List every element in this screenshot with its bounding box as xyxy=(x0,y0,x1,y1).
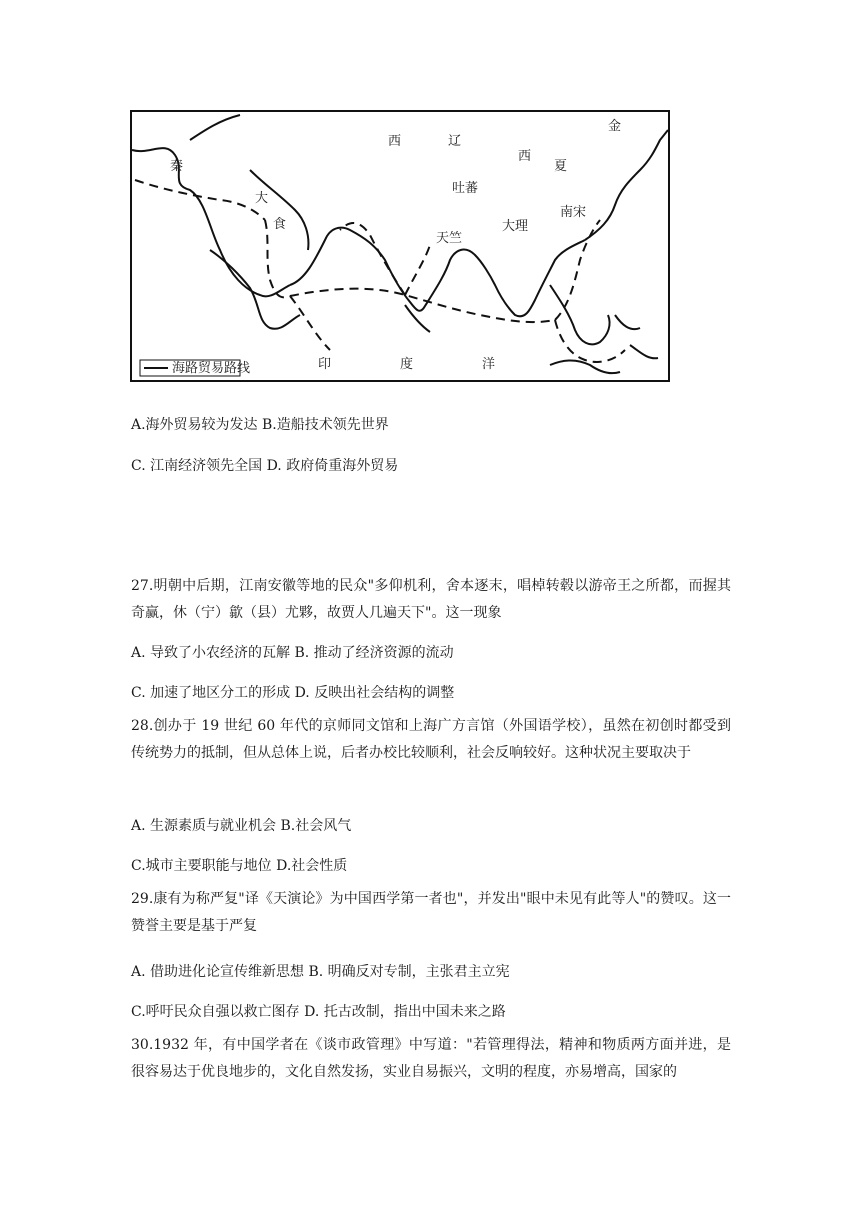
label-tubo: 吐蕃 xyxy=(452,181,479,196)
label-jin: 金 xyxy=(608,119,622,134)
label-dali: 大理 xyxy=(502,219,529,234)
q29-options-line1: A. 借助进化论宣传维新思想 B. 明确反对专制，主张君主立宪 xyxy=(131,964,510,980)
map-legend xyxy=(140,360,250,376)
label-xi-xia-1: 西 xyxy=(518,149,532,164)
label-yin: 印 xyxy=(318,357,332,372)
q27-options-line2: C. 加速了地区分工的形成 D. 反映出社会结构的调整 xyxy=(131,685,455,701)
q29-options-line2: C.呼吁民众自强以救亡图存 D. 托古改制，指出中国未来之路 xyxy=(131,1004,506,1020)
q26-options-line1: A.海外贸易较为发达 B.造船技术领先世界 xyxy=(131,417,389,433)
label-da: 大 xyxy=(255,191,269,206)
label-xia: 夏 xyxy=(554,159,568,174)
q28-options-line2: C.城市主要职能与地位 D.社会性质 xyxy=(131,858,348,874)
map-figure xyxy=(130,110,670,382)
label-shi: 食 xyxy=(273,217,287,232)
label-liao: 辽 xyxy=(448,134,462,149)
q26-options-line2: C. 江南经济领先全国 D. 政府倚重海外贸易 xyxy=(131,458,399,474)
map-border xyxy=(131,111,669,381)
label-du: 度 xyxy=(400,357,414,372)
label-yang: 洋 xyxy=(482,357,496,372)
label-xi-liao-1: 西 xyxy=(388,134,402,149)
label-tianzhu: 天竺 xyxy=(436,231,463,246)
label-nansong: 南宋 xyxy=(560,205,587,220)
q27-options-line1: A. 导致了小农经济的瓦解 B. 推动了经济资源的流动 xyxy=(131,645,454,661)
label-qin: 秦 xyxy=(170,159,184,174)
q28-options-line1: A. 生源素质与就业机会 B.社会风气 xyxy=(131,818,352,834)
trade-route-map xyxy=(130,110,670,382)
q29-stem: 29.康有为称严复"译《天演论》为中国西学第一者也"，并发出"眼中未见有此等人"的赞叹。这一赞誉主要是基于严复 xyxy=(131,891,731,934)
q30-stem: 30.1932 年，有中国学者在《谈市政管理》中写道："若管理得法，精神和物质两方面并进，是很容易达于优良地步的，文化自然发扬，实业自易振兴，文明的程度，亦易增高，国家的 xyxy=(131,1037,731,1080)
q27-stem: 27.明朝中后期，江南安徽等地的民众"多仰机利，舍本逐末，唱棹转毂以游帝王之所都，而握其奇赢，休（宁）歙（县）尤夥，故贾人几遍天下"。这一现象 xyxy=(131,578,731,621)
q28-stem: 28.创办于 19 世纪 60 年代的京师同文馆和上海广方言馆（外国语学校），虽然在初创时都受到传统势力的抵制，但从总体上说，后者办校比较顺利，社会反响较好。这种状况主要取决于 xyxy=(131,718,731,761)
legend-label: 海路贸易路线 xyxy=(172,361,251,376)
